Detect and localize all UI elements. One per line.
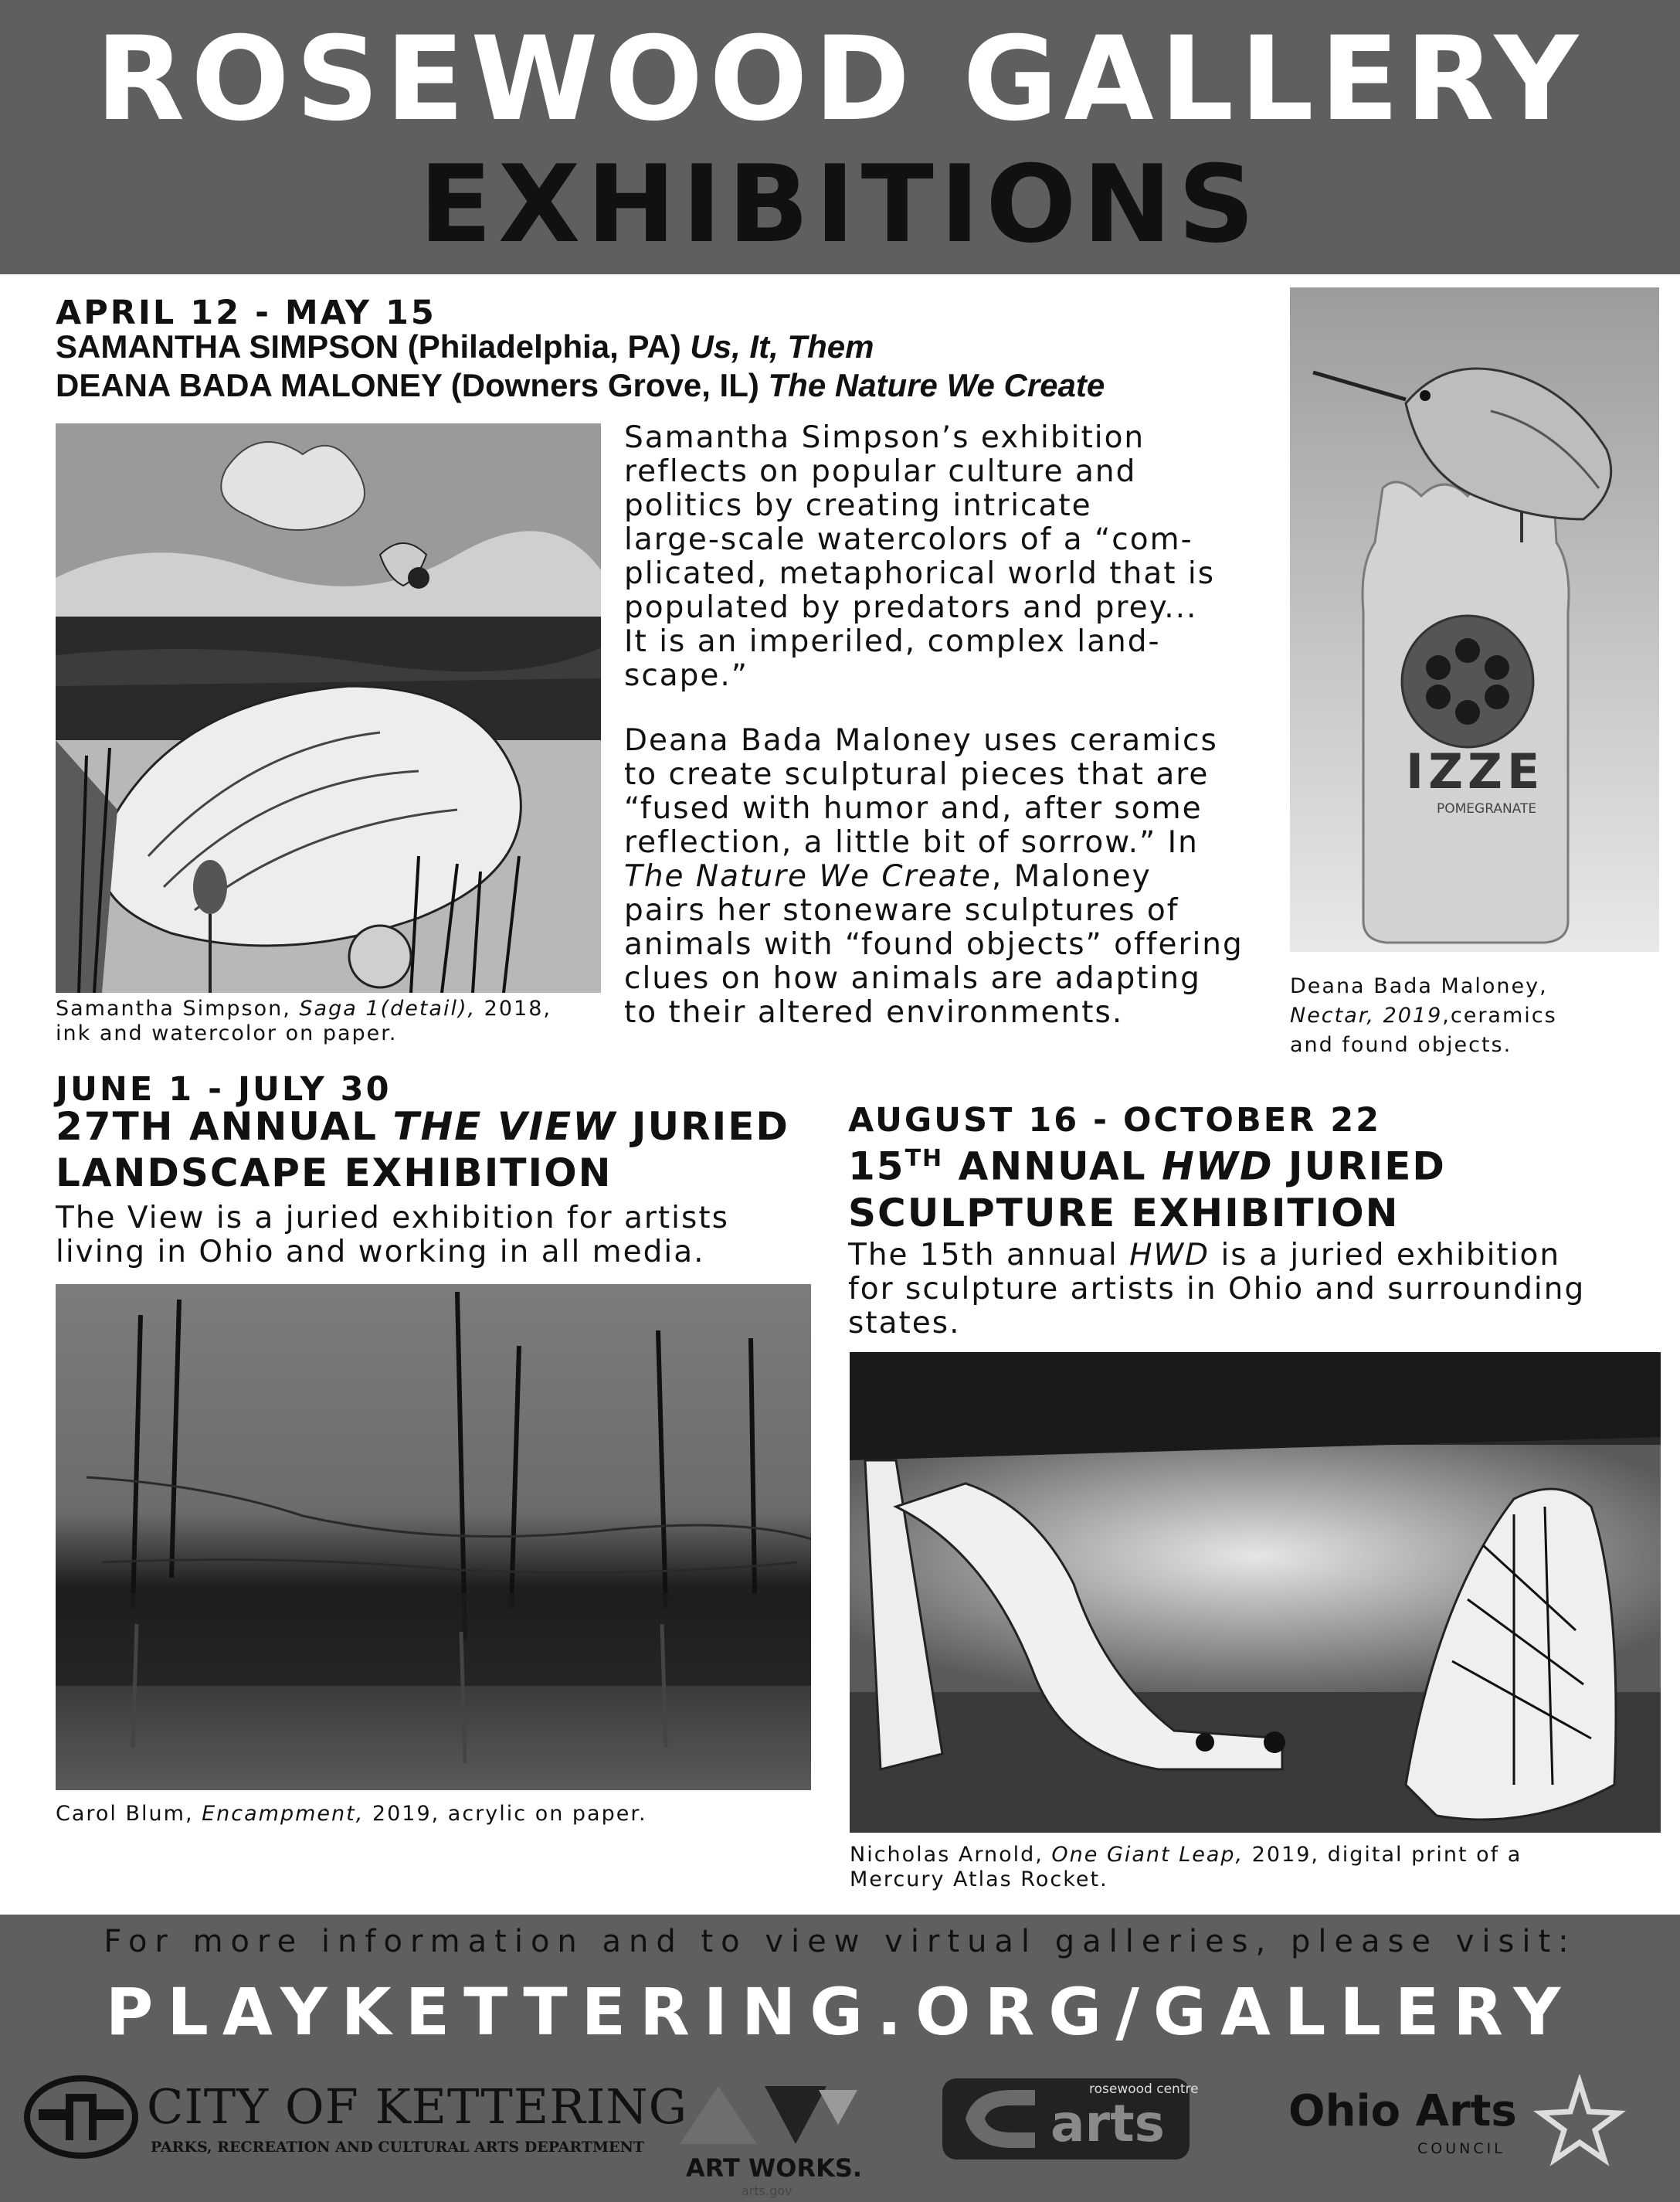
- exhibit1-dates: APRIL 12 - MAY 15: [56, 294, 436, 332]
- nectar-caption: Deana Bada Maloney, Nectar, 2019,ceramics and found objects.: [1290, 974, 1557, 1057]
- art-works-logo-icon: [672, 2078, 865, 2156]
- exhibit2-dates: JUNE 1 - JULY 30: [56, 1070, 392, 1109]
- exhibit3-description: The 15th annual HWD is a juried exhibition for sculpture artists in Ohio and surrounding states.: [848, 1238, 1586, 1341]
- saga-caption: Samantha Simpson, Saga 1(detail), 2018, ink and watercolor on paper.: [56, 997, 552, 1045]
- nectar-artwork-image: [1290, 287, 1659, 952]
- artist2-show-title: The Nature We Create: [768, 367, 1105, 403]
- ohio-arts-logo-name: Ohio Arts: [1288, 2086, 1517, 2136]
- kettering-logo-subtitle: PARKS, RECREATION AND CULTURAL ARTS DEPARTMENT: [151, 2139, 644, 2156]
- one-giant-leap-image: [850, 1352, 1661, 1833]
- saga-artwork-image: [56, 423, 601, 993]
- exhibit2-description: The View is a juried exhibition for artists living in Ohio and working in all media.: [56, 1201, 729, 1269]
- bottle-sublabel: POMEGRANATE: [1437, 801, 1537, 817]
- artist2-name: DEANA BADA MALONEY (Downers Grove, IL): [56, 367, 759, 403]
- one-giant-leap-caption: Nicholas Arnold, One Giant Leap, 2019, digital print of a Mercury Atlas Rocket.: [850, 1843, 1522, 1891]
- simpson-description: Samantha Simpson’s exhibition reflects on popular culture and politics by creating intricate large-scale watercolors of a “com- plicated, metaphorical world that is populated by predators and prey... It is an imperiled, complex land- scape.”: [624, 420, 1216, 693]
- page-subtitle: EXHIBITIONS: [419, 142, 1261, 267]
- maloney-description: Deana Bada Maloney uses ceramics to create sculptural pieces that are “fused with humor and, after some reflection, a little bit of sorrow.” In The Nature We Create, Maloney pairs her stoneware sculptures of animals with “found objects” offering clues on how animals are adapting to their altered environments.: [624, 723, 1244, 1030]
- artist1-show-title: Us, It, Them: [690, 328, 874, 365]
- exhibit1-artist1: [56, 328, 874, 365]
- gallery-url-link[interactable]: PLAYKETTERING.ORG/GALLERY: [105, 1974, 1575, 2050]
- rosewood-logo-main: arts: [1050, 2094, 1165, 2153]
- bottle-label: IZZE: [1406, 743, 1545, 800]
- rosewood-logo-small: rosewood centre: [1089, 2081, 1199, 2097]
- exhibit2-heading: 27TH ANNUAL THE VIEW JURIED LANDSCAPE EXHIBITION: [56, 1104, 789, 1195]
- art-works-logo-text: ART WORKS.: [686, 2153, 863, 2183]
- encampment-caption: Carol Blum, Encampment, 2019, acrylic on paper.: [56, 1802, 647, 1826]
- exhibit3-dates: AUGUST 16 - OCTOBER 22: [848, 1101, 1382, 1140]
- kettering-logo-icon: [19, 2071, 143, 2163]
- page-title: ROSEWOOD GALLERY: [95, 12, 1585, 147]
- art-works-logo-sub: arts.gov: [742, 2183, 792, 2198]
- encampment-artwork-image: [56, 1284, 811, 1790]
- exhibit1-artist2: [56, 367, 1105, 404]
- exhibit3-heading: 15TH ANNUAL HWD JURIED SCULPTURE EXHIBITION: [848, 1143, 1446, 1235]
- ohio-arts-logo-sub: COUNCIL: [1417, 2140, 1505, 2157]
- artist1-name: SAMANTHA SIMPSON (Philadelphia, PA): [56, 328, 681, 365]
- rosewood-arts-logo: [942, 2078, 1199, 2160]
- footer-info-text: For more information and to view virtual galleries, please visit:: [104, 1924, 1576, 1959]
- ohio-arts-star-icon: [1533, 2075, 1626, 2167]
- kettering-logo-name: CITY OF KETTERING: [147, 2078, 688, 2135]
